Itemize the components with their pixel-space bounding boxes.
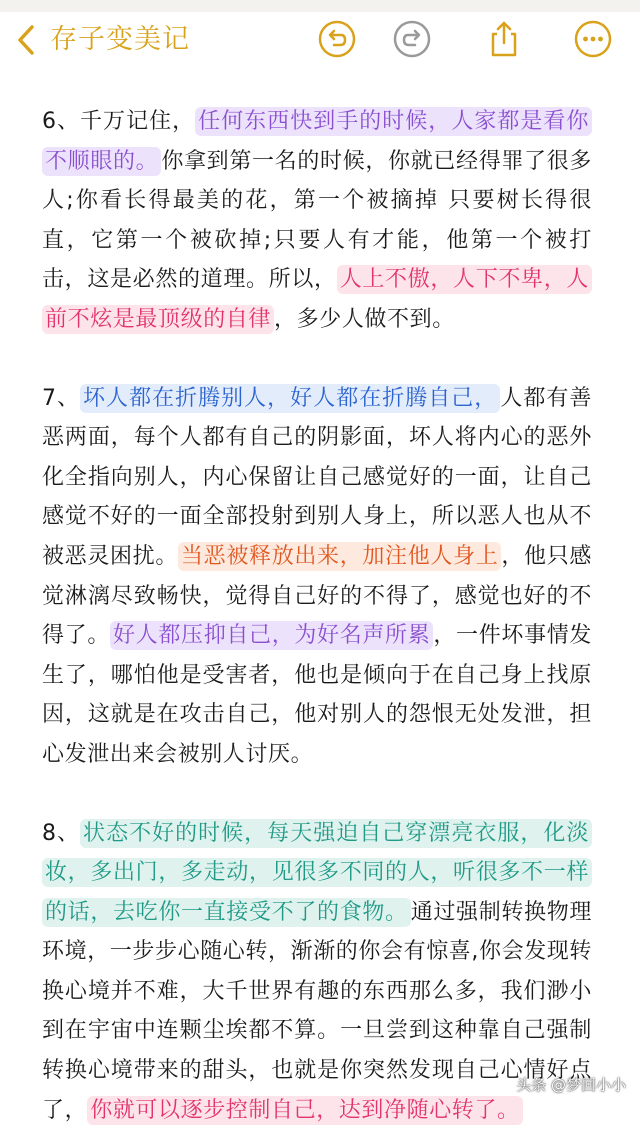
p6-text-1: 6、千万记住， [42,109,195,134]
p7-text-4: ，一件坏事情发生了，哪怕他是受害者，他也是倾向于在自己身上找原因，这就是在攻击自己，他对别人的怨恨无处发泄，担心发泄出来会被别人讨厌。 [42,623,592,767]
p8-highlight-green: 状态不好的时候，每天强迫自己穿漂亮衣服，化淡妆，多出门，多走动，见很多不同的人，听很多不一样的话，去吃你一直接受不了的食物。 [42,819,592,927]
p7-highlight-blue: 坏人都在折腾别人，好人都在折腾自己， [80,384,500,413]
navigation-bar [0,0,640,78]
p7-highlight-orange: 当恶被释放出来，加注他人身上 [178,542,501,571]
paragraph-6 [42,102,592,340]
p7-text-1: 7、 [42,386,80,411]
p6-text-3: ，多少人做不到。 [274,307,455,332]
watermark: 头条 @梦回小小 [516,1074,626,1095]
p6-text-2: 你拿到第一名的时候，你就已经得罪了很多人;你看长得最美的花，第一个被摘掉 只要树长得很直，它第一个被砍掉;只要人有才能，他第一个被打击，这是必然的道理。所以， [42,149,592,293]
p8-text-1: 8、 [42,821,80,846]
p6-highlight-purple: 任何东西快到手的时候，人家都是看你不顺眼的。 [42,107,592,176]
p8-highlight-pink: 你就可以逐步控制自己，达到净随心转了。 [87,1096,522,1125]
back-button-label[interactable]: 存子变美记 [50,20,190,60]
more-icon[interactable] [573,19,613,59]
undo-icon[interactable] [317,19,357,59]
p7-text-3: ，他只感觉淋漓尽致畅快，觉得自己好的不得了，感觉也好的不得了。 [42,544,592,648]
p8-text-2: 通过强制转换物理环境，一步步心随心转，渐渐的你会有惊喜,你会发现转换心境并不难，大千世界有趣的东西那么多，我们渺小到在宇宙中连颗尘埃都不算。一旦尝到这种靠自己强制转换心境带来的甜头，也就是你突然发现自己心情好点了， [42,900,592,1123]
status-strip [0,0,640,12]
p7-highlight-purple: 好人都压抑自己，为好名声所累 [110,621,433,650]
back-chevron-icon[interactable] [12,22,42,58]
p6-highlight-pink: 人上不傲，人下不卑，人前不炫是最顶级的自律 [42,265,592,334]
paragraph-7 [42,379,592,775]
share-icon[interactable] [484,19,524,59]
p7-text-2: 人都有善恶两面，每个人都有自己的阴影面，坏人将内心的恶外化全指向别人，内心保留让自己感觉好的一面，让自己感觉不好的一面全部投射到别人身上，所以恶人也从不被恶灵困扰。 [42,386,592,569]
note-body[interactable] [42,102,592,1130]
redo-icon[interactable] [392,19,432,59]
paragraph-8 [42,814,592,1130]
